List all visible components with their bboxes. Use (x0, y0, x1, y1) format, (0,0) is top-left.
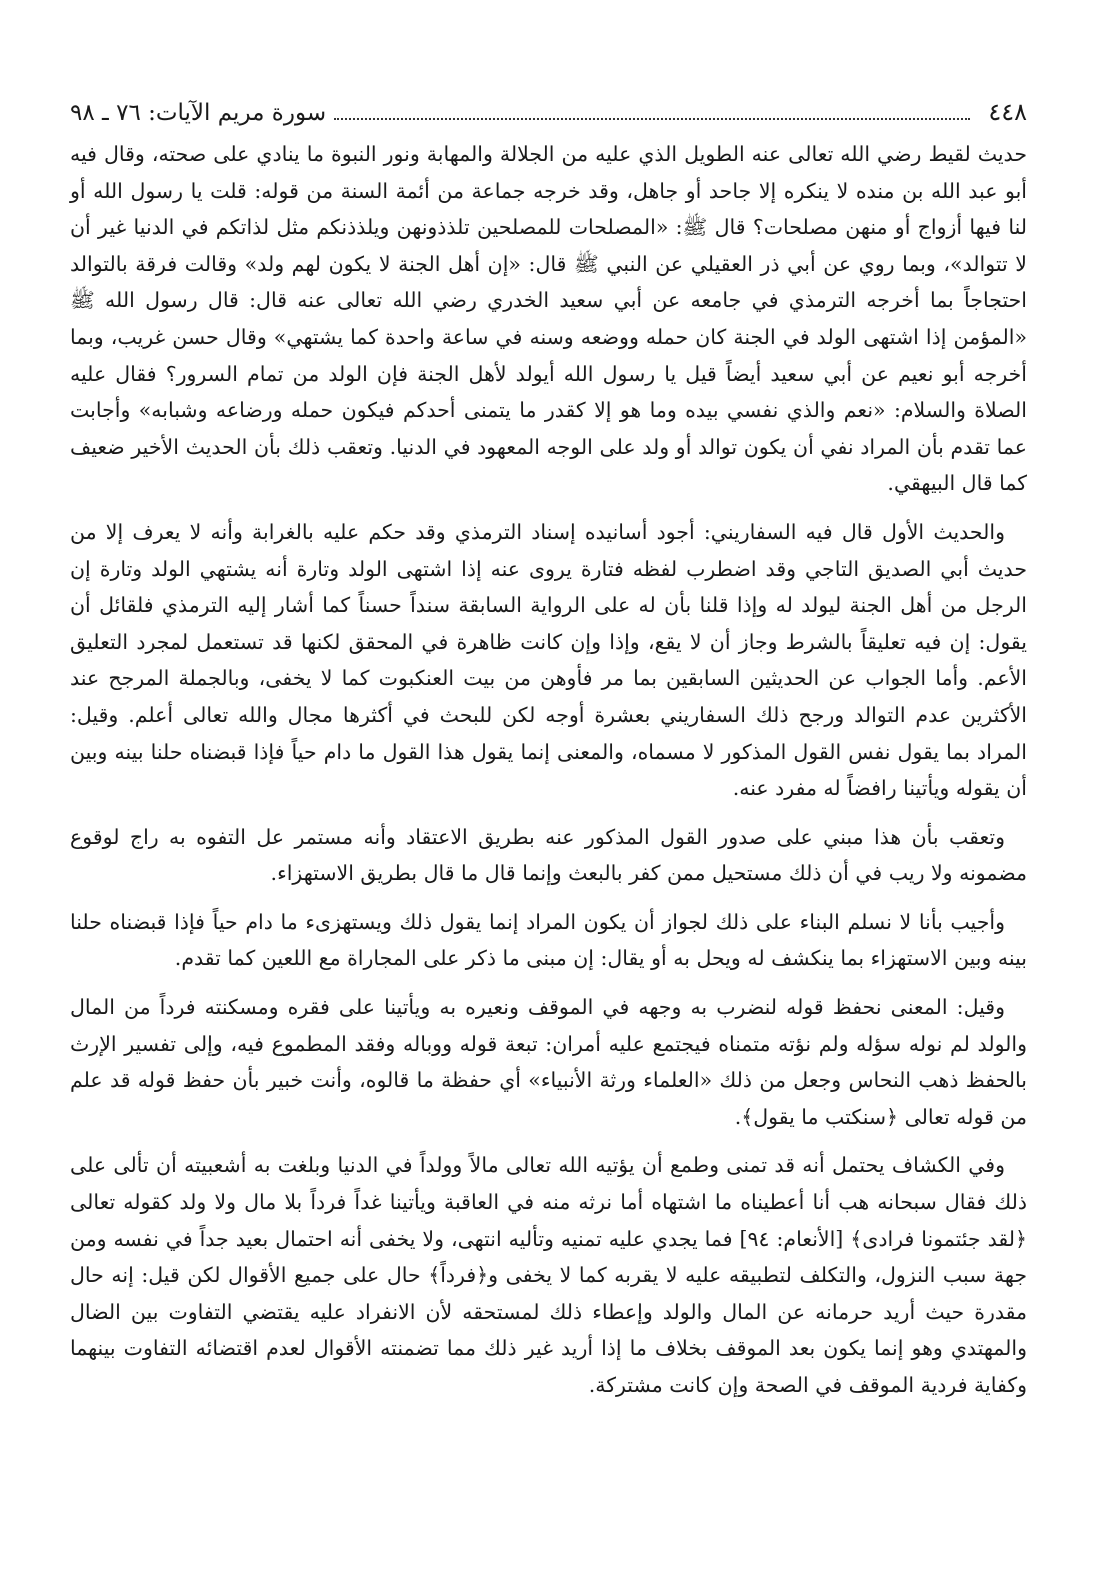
paragraph: والحديث الأول قال فيه السفاريني: أجود أسانيده إسناد الترمذي وقد حكم عليه بالغرابة وأنه لا يعرف إلا من حديث أبي الصديق التاجي وقد اضطرب لفظه فتارة يروى عنه إذا اشتهى الولد وتارة أنه يشتهي الولد وتارة إن الرجل من أهل الجنة ليولد له وإذا قلنا بأن له على الرواية السابقة سنداً حسناً كما أشار إليه الترمذي فلقائل أن يقول: إن فيه تعليقاً بالشرط وجاز أن لا يقع، وإذا وإن كانت ظاهرة في المحقق لكنها قد تستعمل لمجرد التعليق الأعم. وأما الجواب عن الحديثين السابقين بما مر فأوهن من بيت العنكبوت كما لا يخفى، وبالجملة المرجح عند الأكثرين عدم التوالد ورجح ذلك السفاريني بعشرة أوجه لكن للبحث في أكثرها مجال والله تعالى أعلم. وقيل: المراد بما يقول نفس القول المذكور لا مسماه، والمعنى إنما يقول هذا القول ما دام حياً فإذا قبضناه حلنا بينه وبين أن يقوله ويأتينا رافضاً له مفرد عنه. (70, 519, 1027, 801)
paragraph: وأجيب بأنا لا نسلم البناء على ذلك لجواز أن يكون المراد إنما يقول ذلك ويستهزىء ما دام حياً فإذا قبضناه حلنا بينه وبين الاستهزاء بما ينكشف له ويحل به أو يقال: إن مبنى ما ذكر على المجاراة مع اللعين كما تقدم. (70, 909, 1027, 971)
running-head (70, 92, 1027, 132)
paragraph: وفي الكشاف يحتمل أنه قد تمنى وطمع أن يؤتيه الله تعالى مالاً وولداً في الدنيا وبلغت به أشعبيته أن تألى على ذلك فقال سبحانه هب أنا أعطيناه ما اشتهاه أما نرثه منه في العاقبة ويأتينا غداً فرداً بلا مال ولا ولد كقوله تعالى ﴿لقد جئتمونا فرادى﴾ [الأنعام: ٩٤] فما يجدي عليه تمنيه وتأليه انتهى، ولا يخفى أنه احتمال بعيد جداً في نفسه ومن جهة سبب النزول، والتكلف لتطبيقه عليه لا يقربه كما لا يخفى و﴿فرداً﴾ حال على جميع الأقوال لكن قيل: إنه حال مقدرة حيث أريد حرمانه عن المال والولد وإعطاء ذلك لمستحقه لأن الانفراد عليه يقتضي التفاوت بين الضال والمهتدي وهو إنما يكون بعد الموقف بخلاف ما إذا أريد غير ذلك مما تضمنته الأقوال لعدم اقتضائه التفاوت بينهما وكفاية فردية الموقف في الصحة وإن كانت مشتركة. (70, 1153, 1027, 1397)
paragraph: وقيل: المعنى نحفظ قوله لنضرب به وجهه في الموقف ونعيره به ويأتينا على فقره ومسكنته فرداً من المال والولد لم نوله سؤله ولم نؤته متمناه فيجتمع عليه أمران: تبعة قوله ووباله وفقد المطموع فيه، وإلى تفسير الإرث بالحفظ ذهب النحاس وجعل من ذلك «العلماء ورثة الأنبياء» أي حفظة ما قالوه، وأنت خبير بأن حفظ قوله قد علم من قوله تعالى ﴿سنكتب ما يقول﴾. (70, 995, 1027, 1129)
page-number: ٤٤٨ (988, 98, 1027, 126)
paragraph: وتعقب بأن هذا مبني على صدور القول المذكور عنه بطريق الاعتقاد وأنه مستمر عل التفوه به راج لوقوع مضمونه ولا ريب في أن ذلك مستحيل ممن كفر بالبعث وإنما قال ما قال بطريق الاستهزاء. (70, 824, 1027, 886)
surah-title: سورة مريم الآيات: ٧٦ ـ ٩٨ (70, 100, 327, 126)
paragraph: حديث لقيط رضي الله تعالى عنه الطويل الذي عليه من الجلالة والمهابة ونور النبوة ما ينادي على صحته، وقال فيه أبو عبد الله بن منده لا ينكره إلا جاحد أو جاهل، وقد خرجه جماعة من أئمة السنة من قوله: قلت يا رسول الله أو لنا فيها أزواج أو منهن مصلحات؟ قال ﷺ: «المصلحات للمصلحين تلذذونهن ويلذذنكم مثل لذاتكم في الدنيا غير أن لا تتوالد»، وبما روي عن أبي ذر العقيلي عن النبي ﷺ قال: «إن أهل الجنة لا يكون لهم ولد» وقالت فرقة بالتوالد احتجاجاً بما أخرجه الترمذي في جامعه عن أبي سعيد الخدري رضي الله تعالى عنه قال: قال رسول الله ﷺ «المؤمن إذا اشتهى الولد في الجنة كان حمله ووضعه وسنه في ساعة واحدة كما يشتهي» وقال حسن غريب، وبما أخرجه أبو نعيم عن أبي سعيد أيضاً قيل يا رسول الله أيولد لأهل الجنة فإن الولد من تمام السرور؟ فقال عليه الصلاة والسلام: «نعم والذي نفسي بيده وما هو إلا كقدر ما يتمنى أحدكم فيكون حمله ورضاعه وشبابه» وأجابت عما تقدم بأن المراد نفي أن يكون توالد أو ولد على الوجه المعهود في الدنيا. وتعقب ذلك بأن الحديث الأخير ضعيف كما قال البيهقي. (70, 142, 1027, 496)
header-dotted-leader (334, 117, 970, 120)
page-body (70, 136, 1027, 1404)
